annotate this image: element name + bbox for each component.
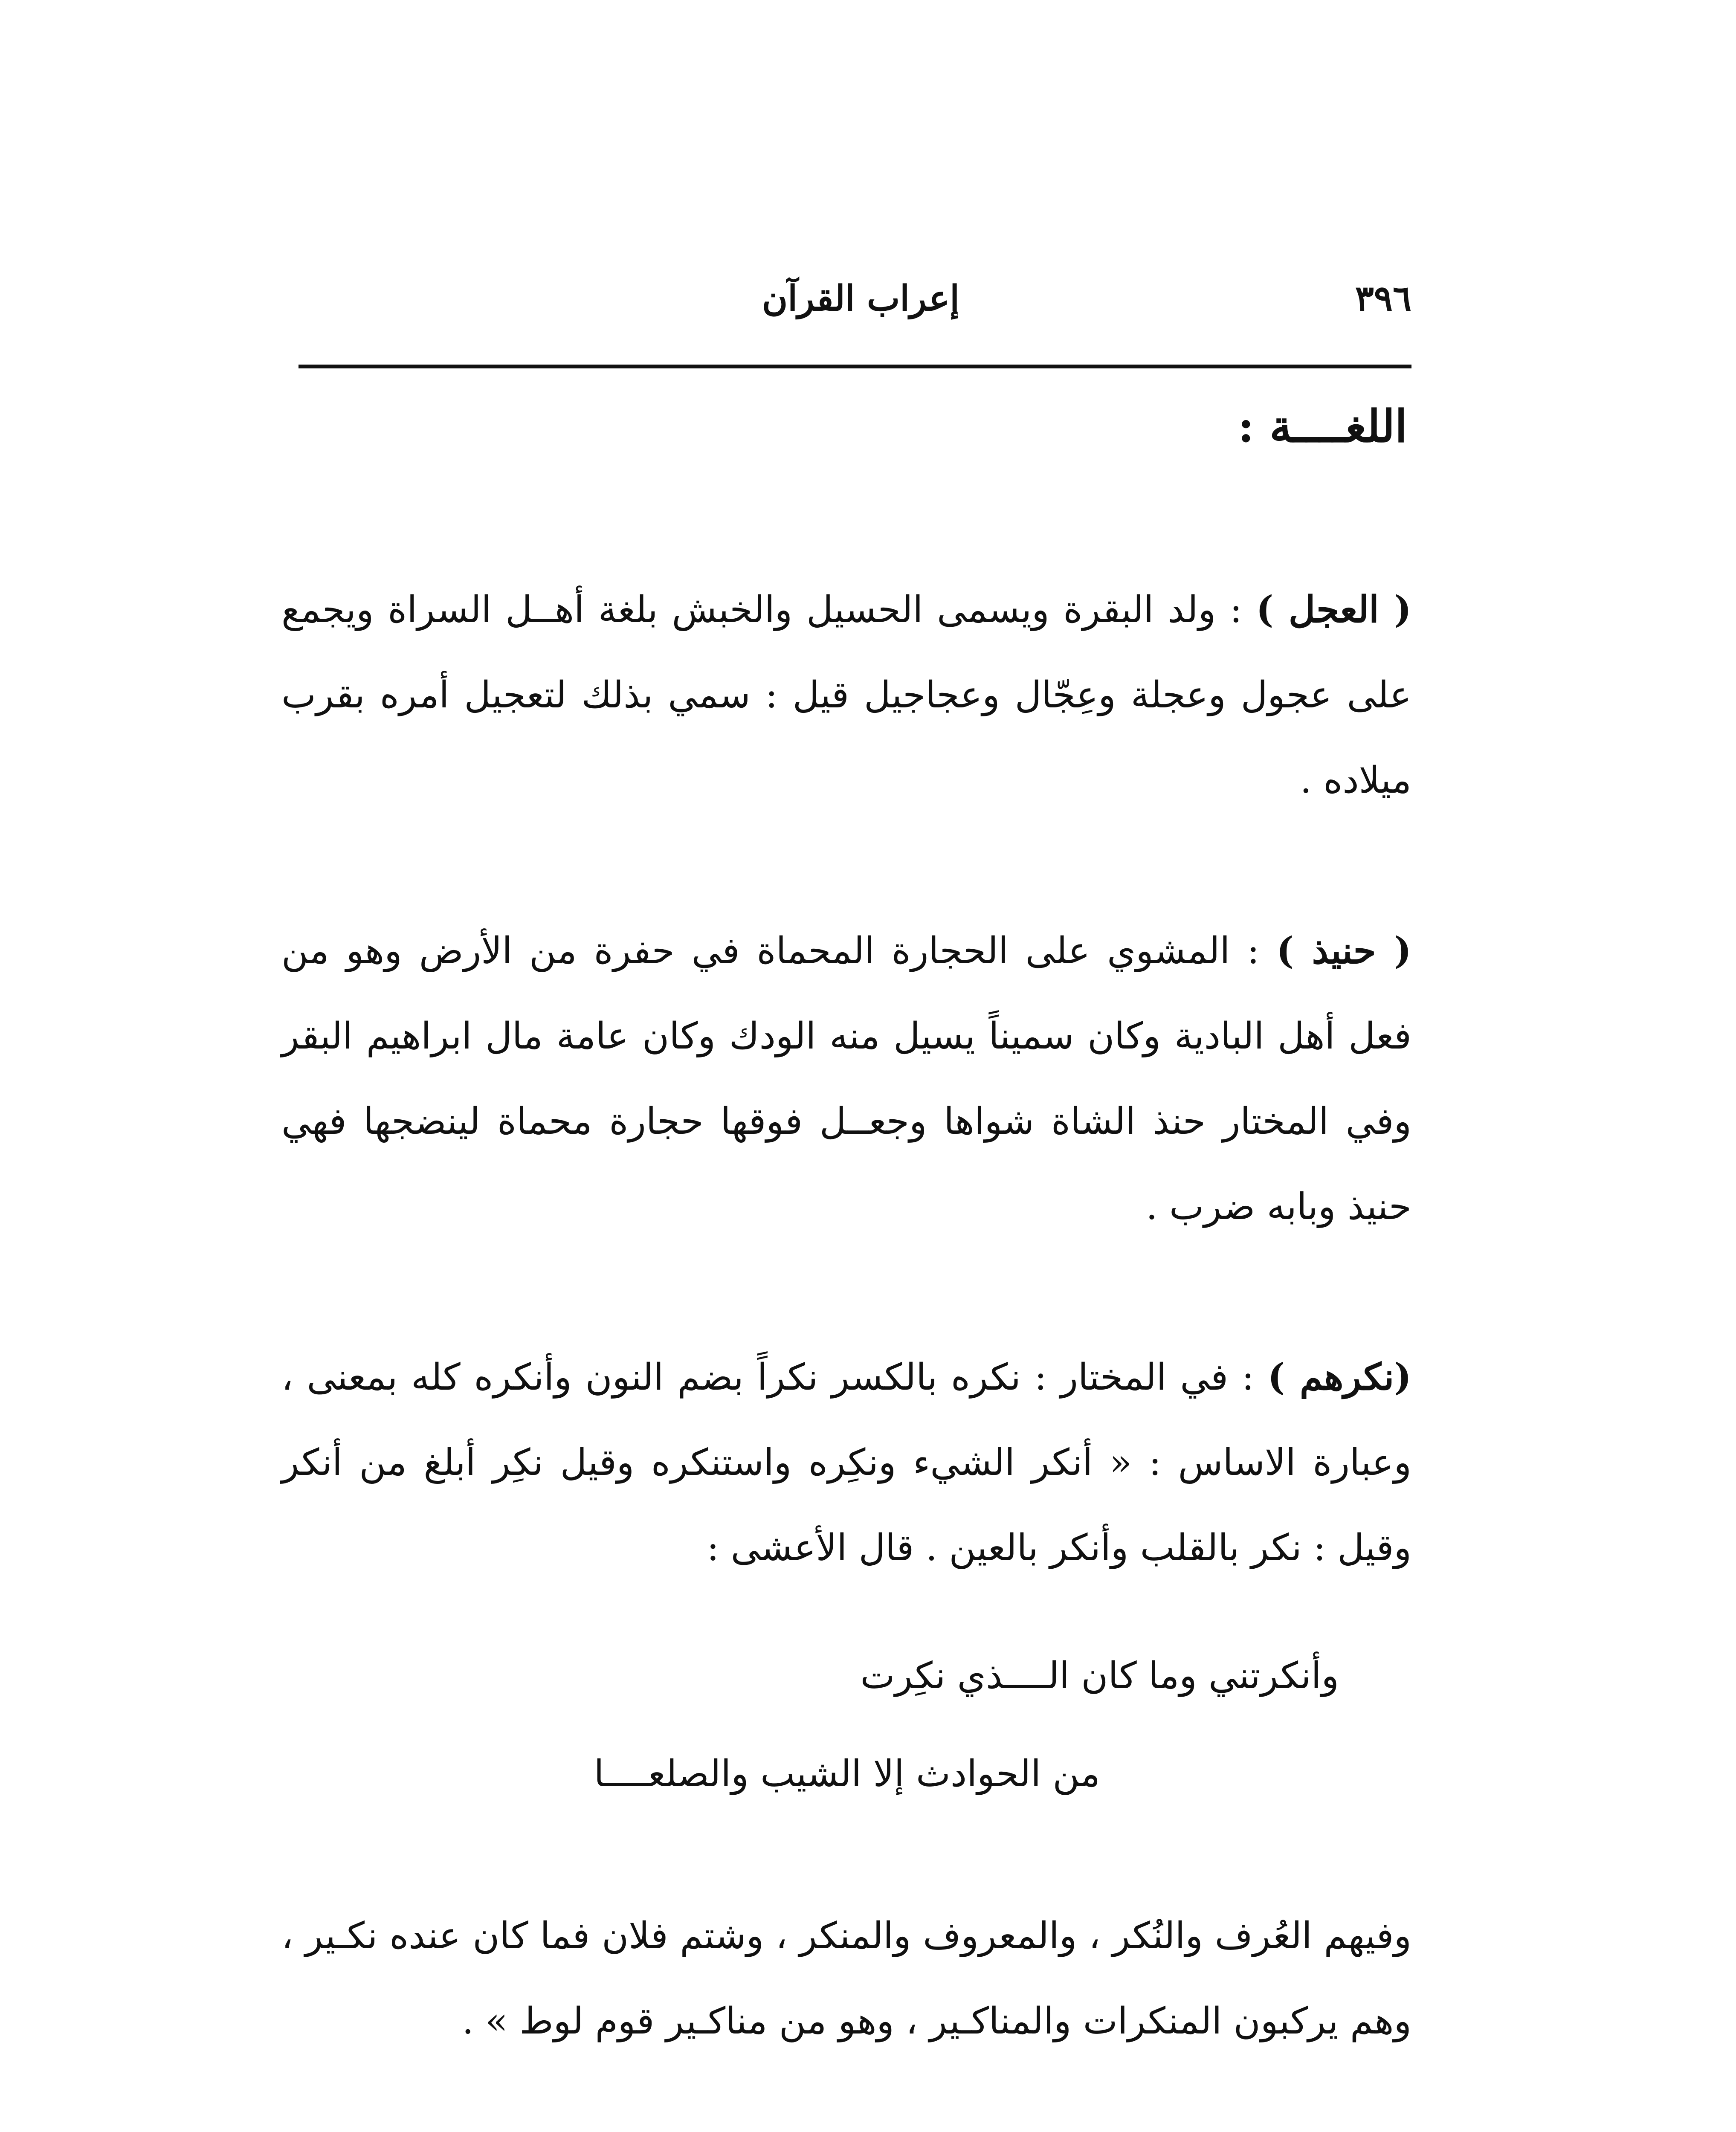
- poetry-verse: [281, 1633, 1411, 1829]
- entry-text: : ولد البقرة ويسمى الحسيل والخبش بلغة أهــل السراة ويجمع على عجول وعجلة وعِجّال وعجاجيل قيل : سمي بذلك لتعجيل أمره بقرب ميلاده .: [281, 588, 1411, 802]
- entry-text: : في المختار : نكره بالكسر نكراً بضم النون وأنكره كله بمعنى ، وعبارة الاساس : « أنكر الشيء ونكِره واستنكره وقيل نكِر أبلغ من أنكر وقيل : نكر بالقلب وأنكر بالعين . قال الأعشى :: [281, 1356, 1411, 1569]
- page-body: [281, 384, 1411, 2132]
- section-heading: اللغــــة :: [1238, 400, 1407, 452]
- glossary-entry-hanidh: [281, 908, 1411, 1249]
- verse-line-second: من الحوادث إلا الشيب والصلعــــا: [594, 1753, 1100, 1795]
- quotation-continuation: وفيهم العُرف والنُكر ، والمعروف والمنكر ، وشتم فلان فما كان عنده نكـير ، وهم يركبون المنكرات والمناكـير ، وهو من مناكـير قوم لوط » .: [281, 1915, 1411, 2042]
- entry-term: (نكرهم ): [1267, 1356, 1411, 1399]
- entry-term: ( العجل ): [1256, 588, 1412, 631]
- page-number: ٣٩٦: [1355, 278, 1411, 319]
- header-divider: [299, 365, 1411, 368]
- running-title: إعراب القرآن: [762, 278, 959, 319]
- entry-term: ( حنيذ ): [1276, 929, 1411, 972]
- entry-text: : المشوي على الحجارة المحماة في حفرة من الأرض وهو من فعل أهل البادية وكان سميناً يسيل منه الودك وكان عامة مال ابراهيم البقر وفي المختار حنذ الشاة شواها وجعــل فوقها حجارة محماة لينضجها فهي حنيذ وبابه ضرب .: [281, 930, 1411, 1228]
- glossary-entry-ijl: [281, 567, 1411, 823]
- page-header: [299, 273, 1411, 337]
- verse-line-first: وأنكرتني وما كان الــــذي نكِرت: [860, 1654, 1339, 1697]
- glossary-entry-nakirahum: [281, 1335, 1411, 1590]
